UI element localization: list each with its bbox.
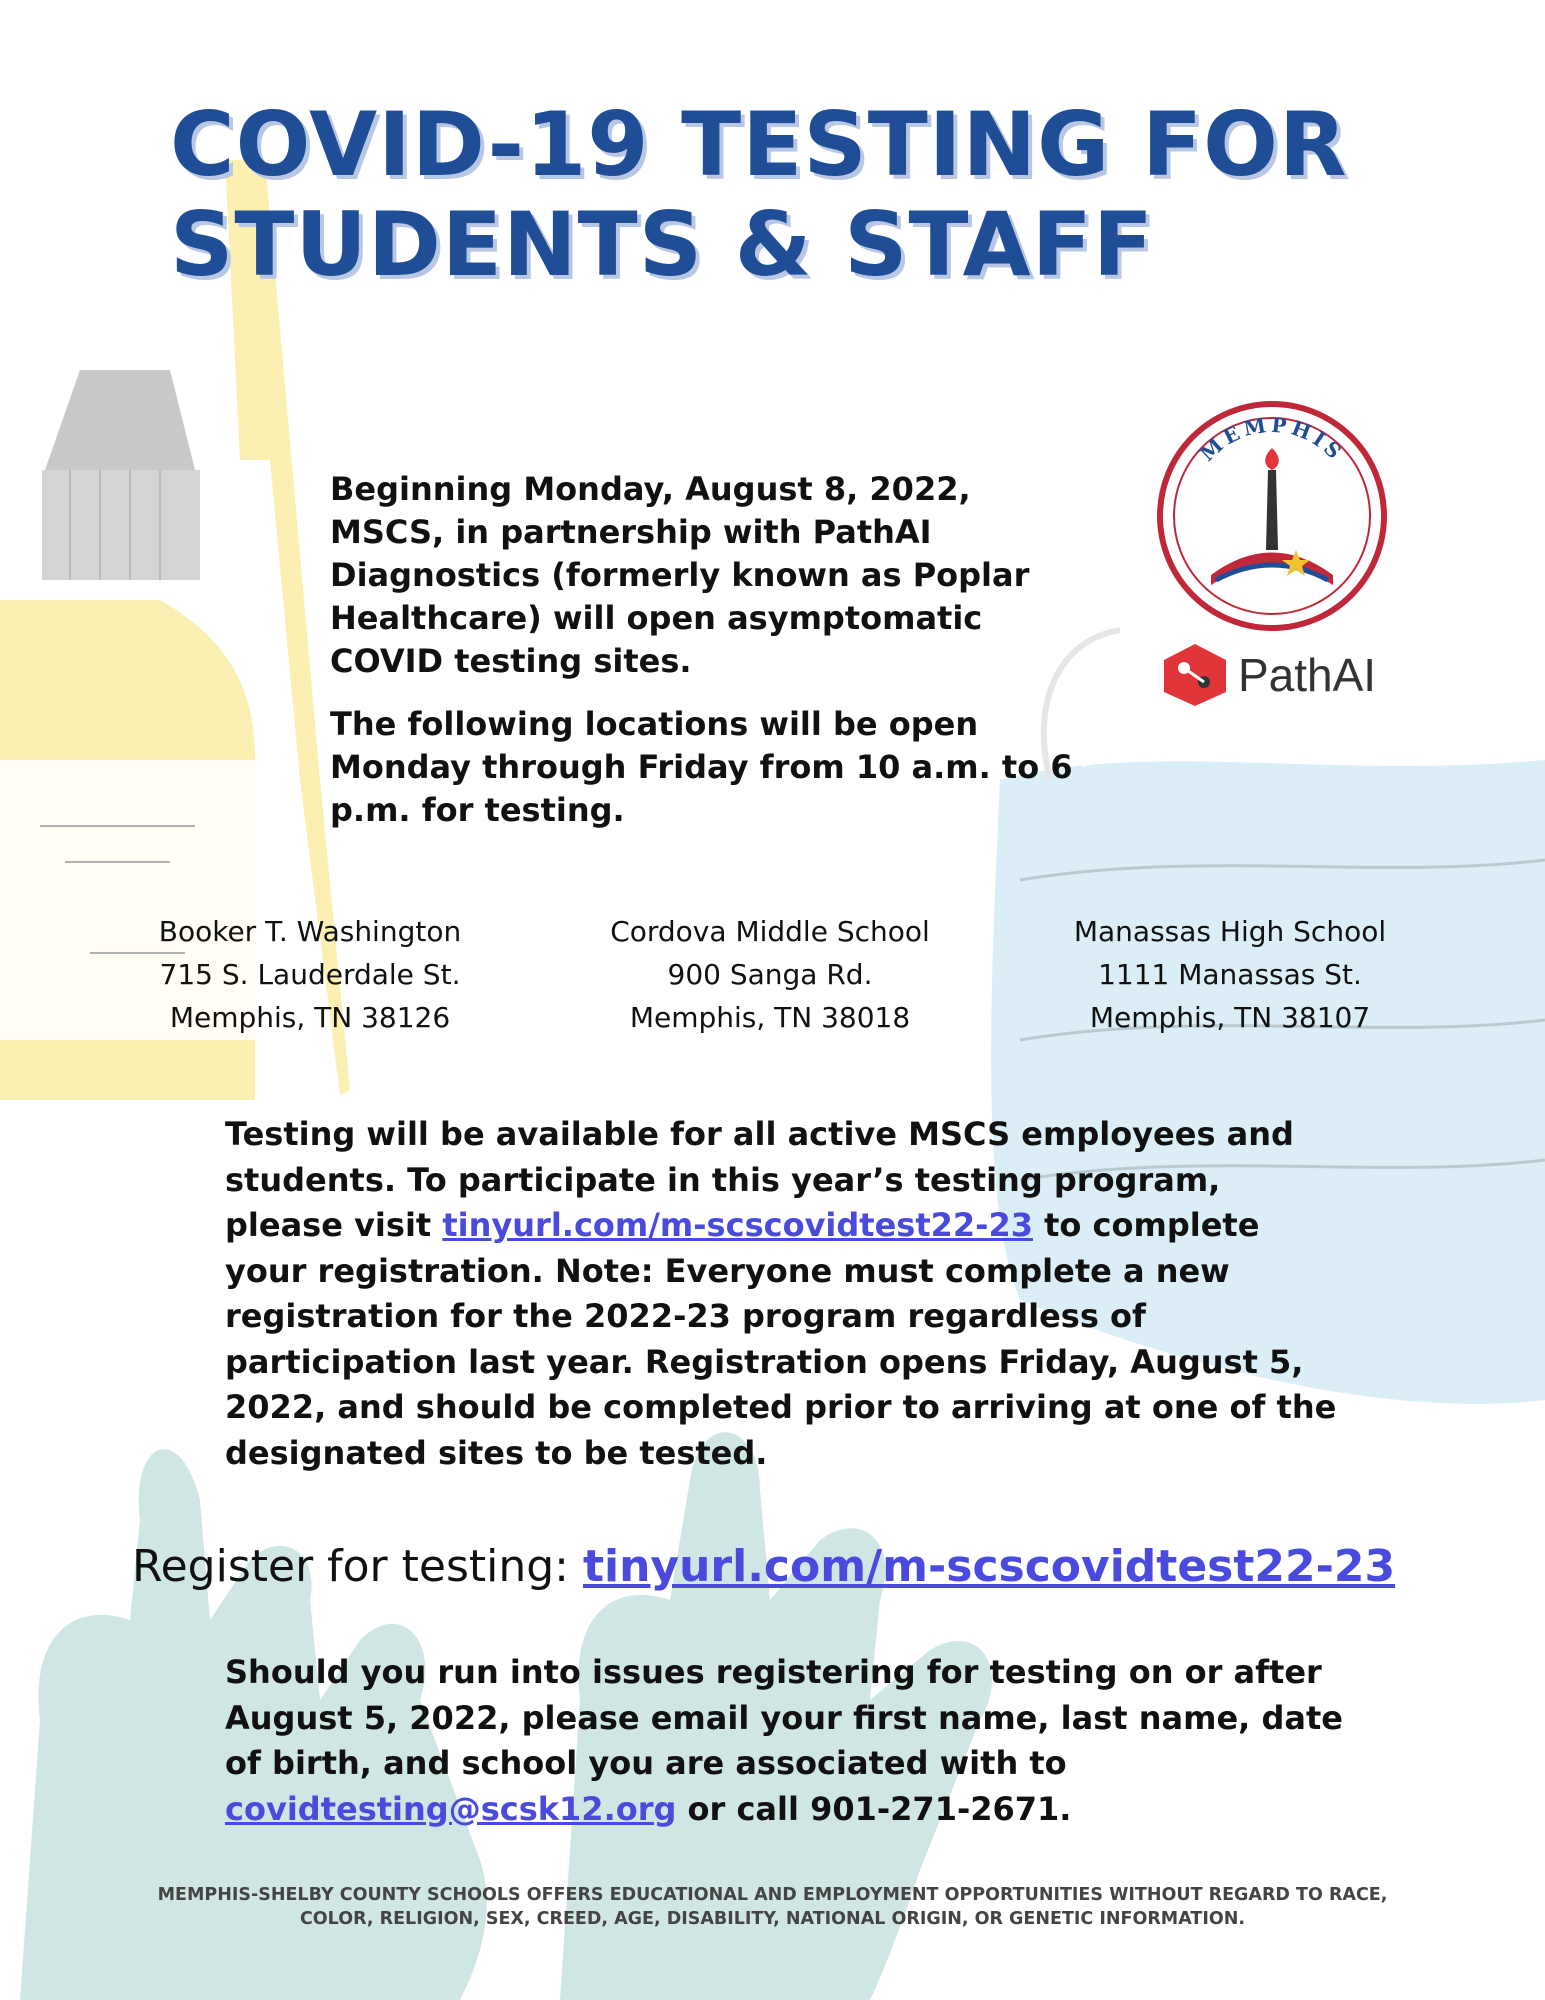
location-city: Memphis, TN 38126: [169, 1001, 451, 1034]
issues-text-after-email: or call 901-271-2671.: [676, 1789, 1072, 1828]
testing-text-before-link: Testing will be available for all active MSCS employees and students. To participate in this year’s testing program, please visit: [225, 1115, 1294, 1244]
nondiscrimination-footer: [80, 1883, 1465, 1931]
footer-line-2: COLOR, RELIGION, SEX, CREED, AGE, DISABILITY, NATIONAL ORIGIN, OR GENETIC INFORMATION.: [299, 1909, 1246, 1929]
svg-text:MEMPHIS: MEMPHIS: [1195, 412, 1350, 467]
footer-line-1: MEMPHIS-SHELBY COUNTY SCHOOLS OFFERS EDUCATIONAL AND EMPLOYMENT OPPORTUNITIES WITHOUT REGARD TO RACE,: [157, 1885, 1388, 1905]
email-link[interactable]: covidtesting@scsk12.org: [225, 1789, 677, 1828]
location-name: Manassas High School: [1073, 915, 1387, 948]
testing-info-paragraph: [225, 1112, 1345, 1476]
issues-paragraph: [225, 1650, 1345, 1832]
locations-list: [100, 910, 1440, 1039]
registration-link[interactable]: tinyurl.com/m-scscovidtest22-23: [582, 1541, 1396, 1592]
location-booker-t-washington: [100, 910, 520, 1039]
location-name: Cordova Middle School: [610, 915, 930, 948]
register-label: Register for testing:: [132, 1541, 583, 1592]
testing-text-after-link: to complete your registration. Note: Everyone must complete a new registration for the 2022-23 program regardless of participation last year. Registration opens Friday, August 5, 2022, and should be completed prior to arriving at one of the designated sites to be tested.: [225, 1206, 1337, 1472]
registration-link-inline[interactable]: tinyurl.com/m-scscovidtest22-23: [442, 1206, 1033, 1244]
title-line-2: STUDENTS & STAFF: [170, 193, 1154, 296]
title-line-1: COVID-19 TESTING FOR: [170, 93, 1348, 196]
pathai-hex-icon: [1160, 642, 1230, 708]
mscs-logo: [1156, 400, 1388, 632]
location-name: Booker T. Washington: [158, 915, 462, 948]
page-title: [170, 95, 1470, 295]
location-street: 1111 Manassas St.: [1098, 958, 1362, 991]
pathai-logo: [1160, 642, 1390, 708]
intro-section: [330, 468, 1090, 852]
pathai-wordmark: PathAI: [1238, 649, 1377, 701]
intro-paragraph-1: Beginning Monday, August 8, 2022, MSCS, in partnership with PathAI Diagnostics (formerly known as Poplar Healthcare) will open asymptomatic COVID testing sites.: [330, 470, 1030, 680]
location-city: Memphis, TN 38018: [629, 1001, 911, 1034]
location-street: 715 S. Lauderdale St.: [159, 958, 461, 991]
issues-text-before-email: Should you run into issues registering for testing on or after August 5, 2022, please email your first name, last name, date of birth, and school you are associated with to: [225, 1653, 1343, 1782]
register-line: [132, 1537, 1512, 1597]
location-street: 900 Sanga Rd.: [667, 958, 873, 991]
location-city: Memphis, TN 38107: [1089, 1001, 1371, 1034]
location-cordova-middle: [560, 910, 980, 1039]
intro-paragraph-2: The following locations will be open Monday through Friday from 10 a.m. to 6 p.m. for testing.: [330, 705, 1073, 829]
location-manassas-high: [1020, 910, 1440, 1039]
